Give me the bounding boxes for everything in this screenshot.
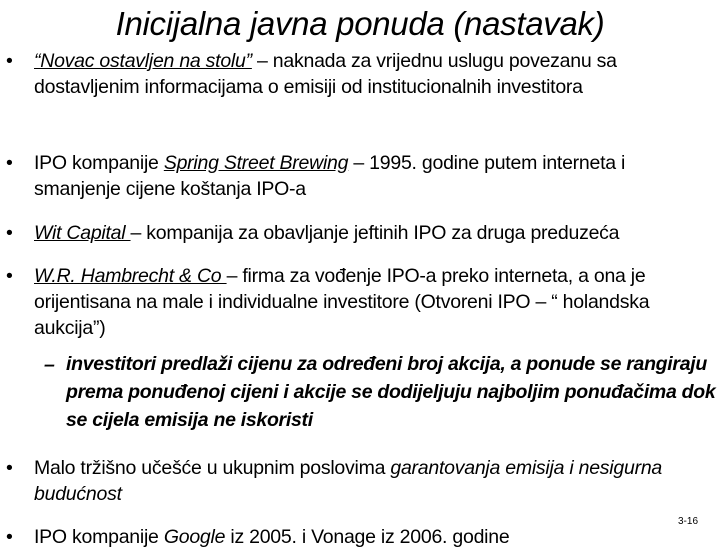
term-wr-hambrecht: W.R. Hambrecht & Co: [34, 265, 227, 287]
bullet-market-share: [34, 455, 716, 507]
bullet-text: IPO kompanije: [34, 152, 164, 174]
bullet-icon: •: [6, 265, 13, 287]
bullet-icon: •: [6, 526, 13, 548]
bullet-text: IPO kompanije: [34, 526, 164, 548]
bullet-icon: •: [6, 222, 13, 244]
bullet-icon: •: [6, 152, 13, 174]
bullet-icon: •: [6, 457, 13, 479]
bullet-text: – naknada za vrijednu uslugu povezanu sa dostavljenim informacijama o emisiji od institucionalnih investitora: [34, 50, 617, 98]
slide-title: Inicijalna javna ponuda (nastavak): [115, 5, 605, 42]
term-money-left-on-table: “Novac ostavljen na stolu”: [34, 50, 252, 72]
bullet-text: iz 2005. i Vonage iz 2006. godine: [225, 526, 510, 548]
page-number: 3-16: [678, 516, 699, 527]
bullet-text: – firma za vođenje IPO-a preko interneta, a ona je orijentisana na male i individualne investitore (Otvoreni IPO – “ holandska aukcija”): [34, 265, 650, 339]
sub-bullet-dash: –: [44, 354, 55, 376]
bullet-text: – kompanija za obavljanje jeftinih IPO za druga preduzeća: [130, 222, 620, 244]
bullet-wit-capital: [34, 220, 716, 246]
bullet-icon: •: [6, 50, 13, 72]
bullet-text: – 1995. godine putem interneta i smanjenje cijene koštanja IPO-a: [34, 152, 626, 200]
bullet-wr-hambrecht: [34, 263, 716, 341]
bullet-text: Malo tržišno učešće u ukupnim poslovima: [34, 457, 391, 479]
term-spring-street-brewing: Spring Street Brewing: [163, 152, 349, 174]
bullet-google-vonage: [34, 524, 716, 550]
bullet-money-left-on-table: [34, 48, 716, 100]
term-google: Google: [163, 526, 226, 548]
term-underwriting: garantovanja emisija i nesigurna budućnost: [34, 457, 663, 505]
bullet-spring-street-brewing: [34, 150, 716, 202]
term-wit-capital: Wit Capital: [34, 222, 131, 244]
sub-bullet-dutch-auction: investitori predlaži cijenu za određeni broj akcija, a ponude se rangiraju prema ponuđenoj cijeni i akcije se dodijeljuju najboljim ponuđačima dok se cijela emisija ne iskoristi: [66, 353, 716, 431]
